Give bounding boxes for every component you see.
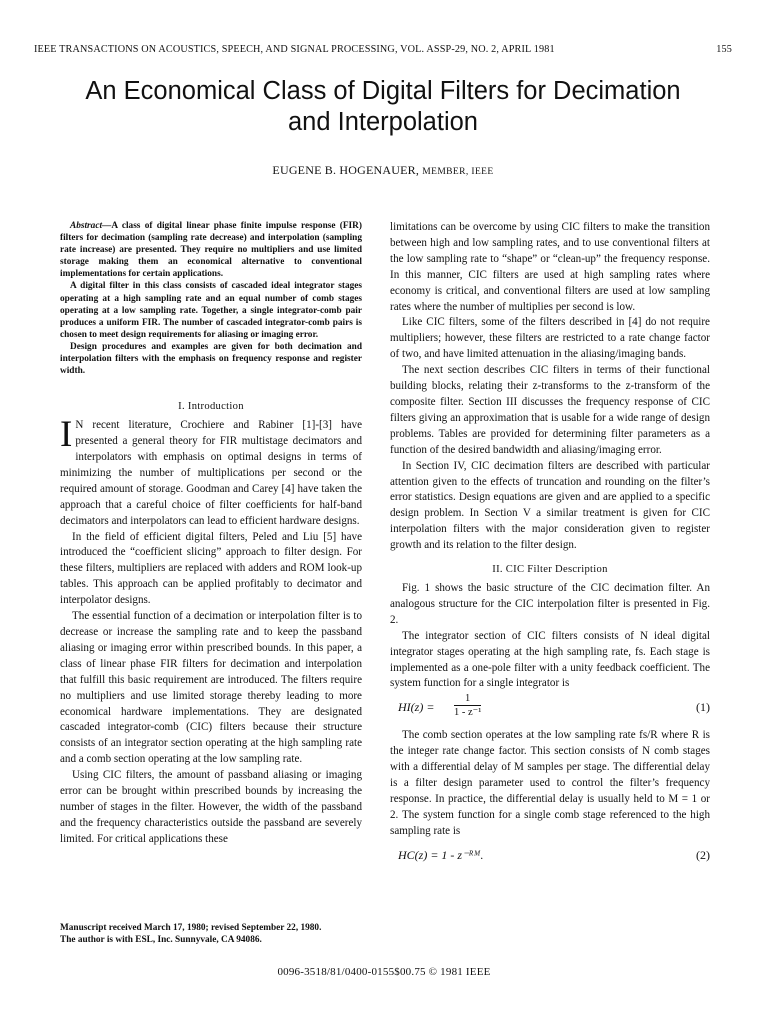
right-paragraph-4: In Section IV, CIC decimation filters are described with particular attention given to the effects of truncation and rounding on the filter’s error statistics. Design equations are given and are applied to a specific design problem. In Section V a similar treatment is given for CIC interpolation filters with the major consideration given to register growth and its relation to the filter design.	[390, 459, 710, 552]
footnote-line-2: The author is with ESL, Inc. Sunnyvale, CA 94086.	[60, 935, 262, 945]
section2-body	[390, 581, 710, 692]
intro-paragraph-3: The essential function of a decimation or interpolation filter is to decrease or increase the sampling rate and to keep the passband aliasing or imaging error within prescribed bounds. In this paper, a class of linear phase FIR filters for decimation and interpolation that fulfill this basic requirement are introduced. The filters require no multipliers and use limited storage thereby leading to more economical hardware implementations. They are designated cascaded integrator-comb (CIC) filters because their structure consists of an integrator section operating at the high sampling rate and a comb section operating at the low sampling rate.	[60, 610, 362, 766]
abstract-lead: Abstract—	[70, 221, 112, 231]
right-body	[390, 220, 710, 554]
drop-cap: I	[60, 414, 73, 456]
page-number: 155	[716, 44, 732, 55]
paper-title	[34, 76, 732, 138]
equation-1-lhs: HI(z) =	[398, 700, 435, 715]
section2-paragraph-1: Fig. 1 shows the basic structure of the CIC decimation filter. An analogous structure for the CIC interpolation filter is presented in Fig. 2.	[390, 582, 710, 626]
equation-2-text: HC(z) = 1 - z⁻ᴿᴹ.	[398, 847, 484, 862]
right-column	[390, 220, 710, 870]
section-heading-introduction: I. Introduction	[178, 401, 244, 413]
section2-body-2	[390, 728, 710, 839]
introduction-body	[60, 414, 362, 847]
section2-paragraph-2: The integrator section of CIC filters consists of N ideal digital integrator stages operating at the high sampling rate, fs. Each stage is implemented as a one-pole filter with a unity feedback coefficient. The system function for a single integrator is	[390, 629, 710, 690]
intro-paragraph-4: Using CIC filters, the amount of passband aliasing or imaging error can be brought within prescribed bounds by increasing the number of stages in the filter. However, the width of the passband and the frequency characteristics outside the passband are severely limited. For critical applications these	[60, 769, 362, 845]
author-line	[34, 163, 732, 178]
intro-paragraph-1	[60, 414, 362, 529]
abstract	[60, 220, 362, 377]
journal-header: IEEE TRANSACTIONS ON ACOUSTICS, SPEECH, AND SIGNAL PROCESSING, VOL. ASSP-29, NO. 2, APRIL 1981	[34, 44, 555, 55]
equation-1-number: (1)	[696, 700, 710, 715]
abstract-paragraph-1	[60, 220, 362, 280]
right-paragraph-3: The next section describes CIC filters in terms of their functional building blocks, relating their z-transforms to the z-transform of the composite filter. Section III discusses the frequency response of CIC filters giving an approximation that is usable for a wide range of design problems. Tables are provided for determining filter parameters as a function of the desired bandwidth and aliasing/imaging error.	[390, 364, 710, 456]
footnote	[60, 922, 362, 946]
section2-paragraph-3: The comb section operates at the low sampling rate fs/R where R is the integer rate change factor. This section consists of N comb stages with a differential delay of M samples per stage. The differential delay is a filter design parameter used to control the filter’s frequency response. In practice, the differential delay is usually held to M = 1 or 2. The system function for a single comb stage referenced to the high sampling rate is	[390, 729, 710, 837]
abstract-paragraph-3: Design procedures and examples are given for both decimation and interpolation filters with the emphasis on frequency response and register width.	[60, 341, 362, 377]
author-affiliation: MEMBER, IEEE	[422, 167, 494, 177]
abstract-paragraph-2: A digital filter in this class consists of cascaded ideal integrator stages operating at a high sampling rate and an equal number of comb stages operating at a low sampling rate. Together, a single integrator-comb pair produces a uniform FIR. The number of cascaded integrator-comb pairs is chosen to meet design requirements for aliasing or imaging error.	[60, 281, 362, 340]
intro-p1-text: N recent literature, Crochiere and Rabiner [1]-[3] have presented a general theory for FIR multistage decimators and interpolators with emphasis on optimal designs in terms of minimizing the number of multiplications per second or the required amount of storage. Goodman and Carey [4] have taken the approach that a careful choice of filter coefficients for half-band decimators and interpolators can lead to efficient hardware designs.	[60, 419, 362, 527]
abstract-p1-text: A class of digital linear phase finite impulse response (FIR) filters for decimation (sampling rate decrease) and interpolation (sampling rate increase) are presented. They require no multipliers and use limited storage making them an economical alternative to conventional implementations for certain applications.	[60, 221, 362, 280]
equation-1-fraction	[454, 692, 481, 719]
author-name: EUGENE B. HOGENAUER,	[272, 163, 420, 177]
equation-2-number: (2)	[696, 847, 710, 862]
intro-paragraph-2: In the field of efficient digital filters, Peled and Liu [5] have introduced the “coefficient slicing” approach to filter design. For these filters, multipliers are replaced with adders and ROM look-up tables. This approach can be applied profitably to decimator and interpolator designs.	[60, 530, 362, 607]
running-head	[34, 44, 732, 55]
equation-1-denominator: 1 - z⁻¹	[454, 707, 482, 719]
equation-2	[390, 840, 710, 870]
left-column	[60, 220, 362, 848]
section-heading-cic-description: II. CIC Filter Description	[492, 564, 608, 576]
footnote-line-1: Manuscript received March 17, 1980; revised September 22, 1980.	[60, 923, 322, 933]
title-line-1: An Economical Class of Digital Filters for Decimation	[85, 77, 681, 105]
equation-1-numerator: 1	[454, 692, 481, 706]
right-paragraph-2: Like CIC filters, some of the filters described in [4] do not require multipliers; however, these filters are restricted to a rate change factor of two, and have limited attenuation in the aliasing/imaging bands.	[390, 316, 710, 361]
copyright-footer: 0096-3518/81/0400-0155$00.75 © 1981 IEEE	[277, 966, 491, 978]
title-line-2: and Interpolation	[288, 108, 478, 136]
right-paragraph-1: limitations can be overcome by using CIC filters to make the transition between high and low sampling rates, and to use conventional filters at the low sampling rate to “shape” or “clean-up” the frequency response. In this manner, CIC filters are used at high sampling rates where economy is critical, and conventional filters are used at low sampling rates where the number of multiplies per second is low.	[390, 221, 710, 313]
equation-1	[390, 692, 710, 722]
